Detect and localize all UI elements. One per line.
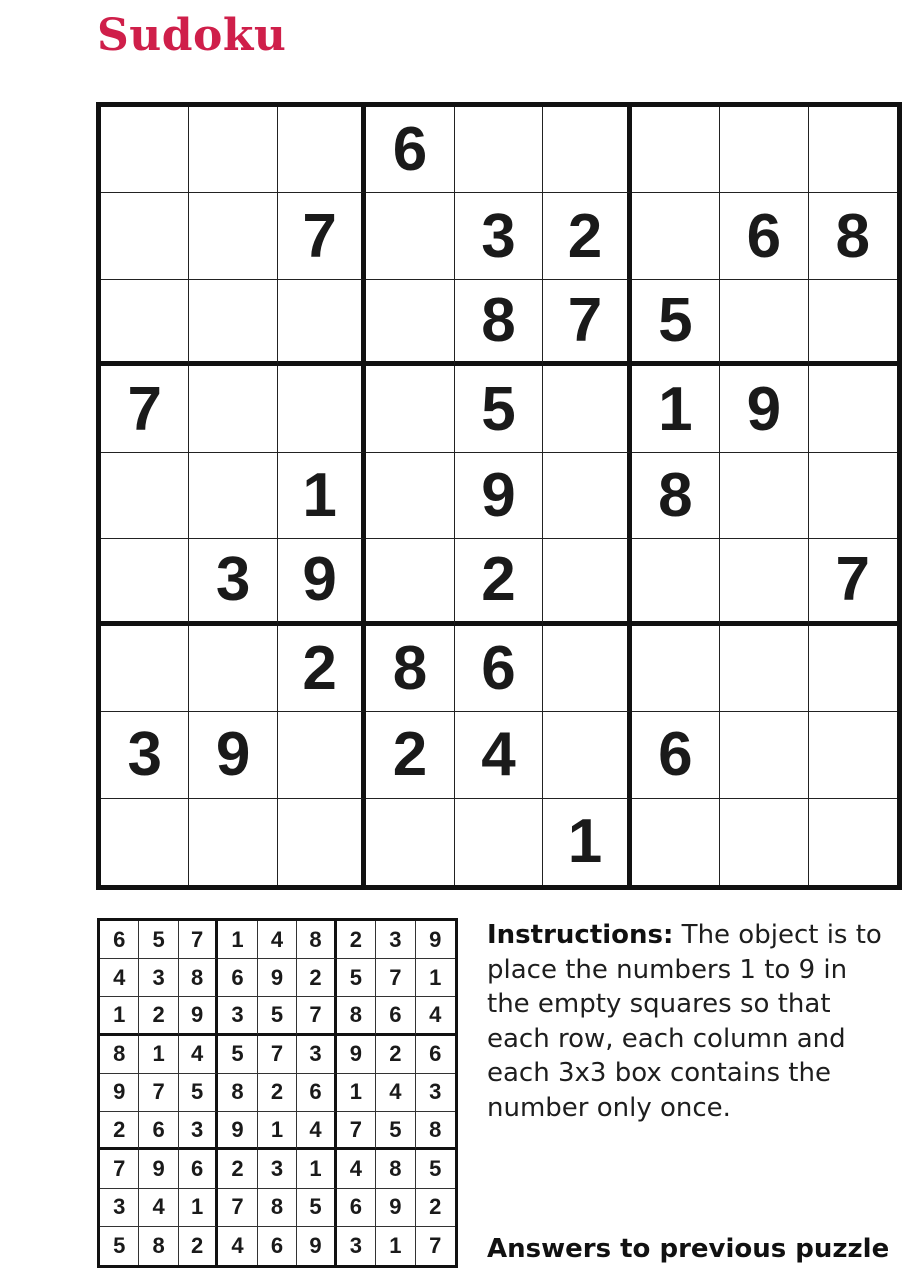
answer-cell-r9-c6: 9 [297, 1227, 336, 1265]
puzzle-cell-r3-c6: 7 [543, 280, 631, 366]
puzzle-cell-r2-c6: 2 [543, 193, 631, 279]
answer-grid [97, 918, 458, 1268]
answer-cell-r4-c9: 6 [416, 1036, 455, 1074]
answer-cell-r2-c2: 3 [139, 959, 178, 997]
puzzle-cell-r2-c9: 8 [809, 193, 897, 279]
answer-cell-r5-c6: 6 [297, 1074, 336, 1112]
answer-cell-r7-c3: 6 [179, 1150, 218, 1188]
puzzle-cell-r2-c3: 7 [278, 193, 366, 279]
answer-cell-r8-c2: 4 [139, 1189, 178, 1227]
puzzle-cell-r6-c4[interactable] [366, 539, 454, 625]
answer-cell-r2-c9: 1 [416, 959, 455, 997]
puzzle-cell-r5-c3: 1 [278, 453, 366, 539]
answer-cell-r1-c7: 2 [337, 921, 376, 959]
answer-cell-r7-c6: 1 [297, 1150, 336, 1188]
puzzle-cell-r1-c6[interactable] [543, 107, 631, 193]
puzzle-cell-r4-c8: 9 [720, 366, 808, 452]
sudoku-puzzle-board [96, 102, 902, 890]
puzzle-cell-r9-c7[interactable] [632, 799, 720, 885]
puzzle-cell-r8-c7: 6 [632, 712, 720, 798]
answer-cell-r6-c9: 8 [416, 1112, 455, 1150]
answer-cell-r8-c9: 2 [416, 1189, 455, 1227]
puzzle-cell-r6-c2: 3 [189, 539, 277, 625]
answer-cell-r3-c4: 3 [218, 997, 257, 1035]
answer-cell-r3-c2: 2 [139, 997, 178, 1035]
answer-cell-r3-c7: 8 [337, 997, 376, 1035]
answer-cell-r7-c9: 5 [416, 1150, 455, 1188]
answer-cell-r9-c4: 4 [218, 1227, 257, 1265]
answer-cell-r8-c1: 3 [100, 1189, 139, 1227]
puzzle-cell-r3-c3[interactable] [278, 280, 366, 366]
puzzle-cell-r7-c5: 6 [455, 626, 543, 712]
answer-cell-r7-c5: 3 [258, 1150, 297, 1188]
answer-cell-r8-c5: 8 [258, 1189, 297, 1227]
answer-cell-r6-c8: 5 [376, 1112, 415, 1150]
puzzle-cell-r1-c3[interactable] [278, 107, 366, 193]
puzzle-cell-r2-c5: 3 [455, 193, 543, 279]
puzzle-cell-r5-c9[interactable] [809, 453, 897, 539]
answer-cell-r5-c7: 1 [337, 1074, 376, 1112]
answer-cell-r4-c3: 4 [179, 1036, 218, 1074]
answer-cell-r1-c3: 7 [179, 921, 218, 959]
instructions-block [487, 918, 892, 1126]
answer-cell-r7-c8: 8 [376, 1150, 415, 1188]
answer-cell-r7-c4: 2 [218, 1150, 257, 1188]
answer-cell-r4-c6: 3 [297, 1036, 336, 1074]
puzzle-cell-r9-c8[interactable] [720, 799, 808, 885]
answer-cell-r1-c5: 4 [258, 921, 297, 959]
answer-cell-r4-c1: 8 [100, 1036, 139, 1074]
answer-cell-r4-c4: 5 [218, 1036, 257, 1074]
answer-cell-r8-c4: 7 [218, 1189, 257, 1227]
answer-cell-r9-c3: 2 [179, 1227, 218, 1265]
puzzle-cell-r3-c9[interactable] [809, 280, 897, 366]
puzzle-cell-r9-c5[interactable] [455, 799, 543, 885]
puzzle-cell-r5-c5: 9 [455, 453, 543, 539]
puzzle-cell-r2-c7[interactable] [632, 193, 720, 279]
puzzle-cell-r1-c1[interactable] [101, 107, 189, 193]
puzzle-cell-r6-c5: 2 [455, 539, 543, 625]
answer-cell-r5-c5: 2 [258, 1074, 297, 1112]
puzzle-cell-r2-c4[interactable] [366, 193, 454, 279]
answer-cell-r9-c2: 8 [139, 1227, 178, 1265]
puzzle-cell-r8-c8[interactable] [720, 712, 808, 798]
answer-cell-r7-c7: 4 [337, 1150, 376, 1188]
answer-cell-r5-c4: 8 [218, 1074, 257, 1112]
answer-cell-r5-c1: 9 [100, 1074, 139, 1112]
answer-cell-r2-c4: 6 [218, 959, 257, 997]
answer-cell-r5-c2: 7 [139, 1074, 178, 1112]
puzzle-cell-r7-c2[interactable] [189, 626, 277, 712]
answer-cell-r2-c8: 7 [376, 959, 415, 997]
puzzle-cell-r6-c8[interactable] [720, 539, 808, 625]
puzzle-cell-r1-c5[interactable] [455, 107, 543, 193]
puzzle-cell-r2-c8: 6 [720, 193, 808, 279]
puzzle-cell-r7-c6[interactable] [543, 626, 631, 712]
answer-cell-r5-c8: 4 [376, 1074, 415, 1112]
puzzle-cell-r8-c3[interactable] [278, 712, 366, 798]
answer-cell-r9-c7: 3 [337, 1227, 376, 1265]
puzzle-cell-r4-c7: 1 [632, 366, 720, 452]
puzzle-cell-r3-c1[interactable] [101, 280, 189, 366]
puzzle-cell-r9-c6: 1 [543, 799, 631, 885]
puzzle-cell-r8-c4: 2 [366, 712, 454, 798]
answer-cell-r1-c4: 1 [218, 921, 257, 959]
previous-puzzle-answers-board [97, 918, 458, 1268]
puzzle-cell-r7-c9[interactable] [809, 626, 897, 712]
puzzle-cell-r6-c6[interactable] [543, 539, 631, 625]
puzzle-cell-r9-c3[interactable] [278, 799, 366, 885]
puzzle-cell-r6-c9: 7 [809, 539, 897, 625]
answer-cell-r1-c6: 8 [297, 921, 336, 959]
answer-cell-r2-c5: 9 [258, 959, 297, 997]
answer-cell-r3-c3: 9 [179, 997, 218, 1035]
answer-cell-r5-c9: 3 [416, 1074, 455, 1112]
answer-cell-r3-c8: 6 [376, 997, 415, 1035]
answer-cell-r1-c9: 9 [416, 921, 455, 959]
puzzle-grid [96, 102, 902, 890]
puzzle-cell-r4-c5: 5 [455, 366, 543, 452]
puzzle-cell-r4-c4[interactable] [366, 366, 454, 452]
answer-cell-r9-c1: 5 [100, 1227, 139, 1265]
puzzle-cell-r4-c9[interactable] [809, 366, 897, 452]
answer-cell-r1-c8: 3 [376, 921, 415, 959]
puzzle-cell-r6-c1[interactable] [101, 539, 189, 625]
answer-cell-r6-c6: 4 [297, 1112, 336, 1150]
puzzle-cell-r2-c2[interactable] [189, 193, 277, 279]
puzzle-cell-r3-c2[interactable] [189, 280, 277, 366]
puzzle-cell-r9-c2[interactable] [189, 799, 277, 885]
answer-cell-r6-c1: 2 [100, 1112, 139, 1150]
puzzle-cell-r4-c2[interactable] [189, 366, 277, 452]
answer-cell-r4-c5: 7 [258, 1036, 297, 1074]
puzzle-cell-r7-c1[interactable] [101, 626, 189, 712]
answer-cell-r2-c6: 2 [297, 959, 336, 997]
answer-cell-r2-c1: 4 [100, 959, 139, 997]
puzzle-cell-r3-c4[interactable] [366, 280, 454, 366]
answers-caption: Answers to previous puzzle [487, 1234, 890, 1264]
puzzle-cell-r7-c8[interactable] [720, 626, 808, 712]
puzzle-cell-r7-c3: 2 [278, 626, 366, 712]
puzzle-cell-r9-c1[interactable] [101, 799, 189, 885]
puzzle-cell-r1-c2[interactable] [189, 107, 277, 193]
answer-cell-r9-c5: 6 [258, 1227, 297, 1265]
answer-cell-r8-c3: 1 [179, 1189, 218, 1227]
puzzle-cell-r4-c6[interactable] [543, 366, 631, 452]
answer-cell-r1-c2: 5 [139, 921, 178, 959]
puzzle-cell-r8-c6[interactable] [543, 712, 631, 798]
answer-cell-r8-c6: 5 [297, 1189, 336, 1227]
puzzle-cell-r5-c7: 8 [632, 453, 720, 539]
answer-cell-r7-c1: 7 [100, 1150, 139, 1188]
puzzle-cell-r3-c5: 8 [455, 280, 543, 366]
answer-cell-r5-c3: 5 [179, 1074, 218, 1112]
answer-cell-r9-c8: 1 [376, 1227, 415, 1265]
answer-cell-r3-c5: 5 [258, 997, 297, 1035]
answer-cell-r4-c7: 9 [337, 1036, 376, 1074]
puzzle-cell-r8-c2: 9 [189, 712, 277, 798]
puzzle-cell-r6-c7[interactable] [632, 539, 720, 625]
instructions-label: Instructions: [487, 920, 674, 950]
puzzle-cell-r1-c4: 6 [366, 107, 454, 193]
puzzle-cell-r4-c1: 7 [101, 366, 189, 452]
answer-cell-r9-c9: 7 [429, 1232, 442, 1258]
puzzle-cell-r5-c8[interactable] [720, 453, 808, 539]
answer-cell-r3-c9: 4 [416, 997, 455, 1035]
puzzle-cell-r1-c7[interactable] [632, 107, 720, 193]
puzzle-cell-r5-c2[interactable] [189, 453, 277, 539]
puzzle-cell-r4-c3[interactable] [278, 366, 366, 452]
puzzle-cell-r8-c1: 3 [101, 712, 189, 798]
puzzle-cell-r5-c4[interactable] [366, 453, 454, 539]
answer-cell-r4-c2: 1 [139, 1036, 178, 1074]
puzzle-cell-r9-c9[interactable] [809, 799, 897, 885]
puzzle-cell-r5-c6[interactable] [543, 453, 631, 539]
answer-cell-r3-c6: 7 [297, 997, 336, 1035]
puzzle-cell-r9-c4[interactable] [366, 799, 454, 885]
puzzle-cell-r8-c9[interactable] [809, 712, 897, 798]
answer-cell-r8-c8: 9 [376, 1189, 415, 1227]
answer-cell-r6-c5: 1 [258, 1112, 297, 1150]
answer-cell-r4-c8: 2 [376, 1036, 415, 1074]
page-title: Sudoku [97, 10, 287, 61]
answer-cell-r6-c2: 6 [139, 1112, 178, 1150]
answer-cell-r6-c3: 3 [179, 1112, 218, 1150]
puzzle-cell-r1-c8[interactable] [720, 107, 808, 193]
puzzle-cell-r3-c7: 5 [632, 280, 720, 366]
instructions-text: The object is to place the numbers 1 to 9 in the empty squares so that each row, each column and each 3x3 box contains the number only once. [487, 920, 882, 1123]
answer-cell-r1-c1: 6 [100, 921, 139, 959]
puzzle-cell-r1-c9[interactable] [809, 107, 897, 193]
puzzle-cell-r3-c8[interactable] [720, 280, 808, 366]
puzzle-cell-r8-c5: 4 [455, 712, 543, 798]
answer-cell-r3-c1: 1 [100, 997, 139, 1035]
puzzle-cell-r5-c1[interactable] [101, 453, 189, 539]
puzzle-cell-r7-c7[interactable] [632, 626, 720, 712]
puzzle-cell-r6-c3: 9 [278, 539, 366, 625]
puzzle-cell-r7-c4: 8 [366, 626, 454, 712]
answer-cell-r6-c7: 7 [337, 1112, 376, 1150]
puzzle-cell-r2-c1[interactable] [101, 193, 189, 279]
answer-cell-r7-c2: 9 [139, 1150, 178, 1188]
answer-cell-r2-c3: 8 [179, 959, 218, 997]
answer-cell-r2-c7: 5 [337, 959, 376, 997]
answer-cell-r8-c7: 6 [337, 1189, 376, 1227]
answer-cell-r6-c4: 9 [218, 1112, 257, 1150]
